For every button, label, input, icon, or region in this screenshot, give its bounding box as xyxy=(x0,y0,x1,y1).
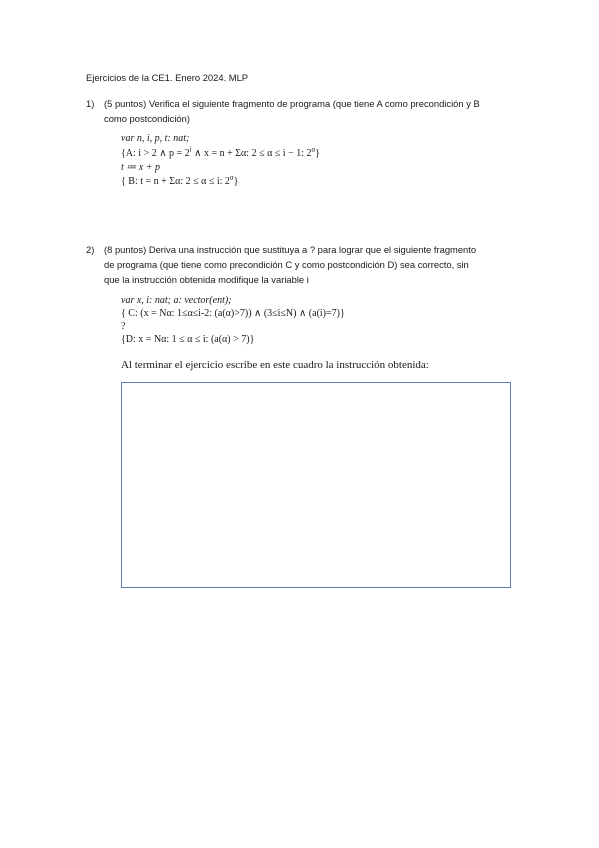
question-1-line-1: (5 puntos) Verifica el siguiente fragmento de programa (que tiene A como precondición y B xyxy=(104,98,480,109)
q1-postcondition: { B: t = n + Σα: 2 ≤ α ≤ i: $2^\alpha$} xyxy=(121,173,239,187)
question-2-line-3: que la instrucción obtenida modifique la variable i xyxy=(104,274,309,285)
q1-assignment: t ≔ x + p xyxy=(121,162,160,173)
answer-instruction: Al terminar el ejercicio escribe en este cuadro la instrucción obtenida: xyxy=(121,359,429,371)
question-2-line-1: (8 puntos) Deriva una instrucción que sustituya a ? para lograr que el siguiente fragmento xyxy=(104,244,477,255)
question-1-line-2: como postcondición) xyxy=(104,113,190,124)
q2-precondition: { C: (x = Nα: 1≤α≤i-2: (a(α)>7)) ∧ (3≤i≤N) ∧ (a(i)=7)} xyxy=(121,308,345,319)
q2-placeholder: ? xyxy=(121,321,126,332)
q1-precondition: {A: i > 2 ∧ $p = 2^i$ ∧ x = n + Σα: 2 ≤ α ≤ i − 1: $2^\alpha$} xyxy=(121,145,320,159)
q1-declaration: var n, i, p, t: nat; xyxy=(121,133,190,144)
q2-declaration: var x, i: nat; a: vector(ent); xyxy=(121,295,232,306)
question-1-number: 1) xyxy=(86,98,95,109)
question-2-number: 2) xyxy=(86,244,95,255)
q2-postcondition: {D: x = Nα: 1 ≤ α ≤ i: (a(α) > 7)} xyxy=(121,334,255,345)
question-2-line-2: de programa (que tiene como precondición C y como postcondición D) sea correcto, sin xyxy=(104,259,469,270)
answer-box[interactable] xyxy=(121,382,511,588)
document-header: Ejercicios de la CE1. Enero 2024. MLP xyxy=(86,72,249,83)
